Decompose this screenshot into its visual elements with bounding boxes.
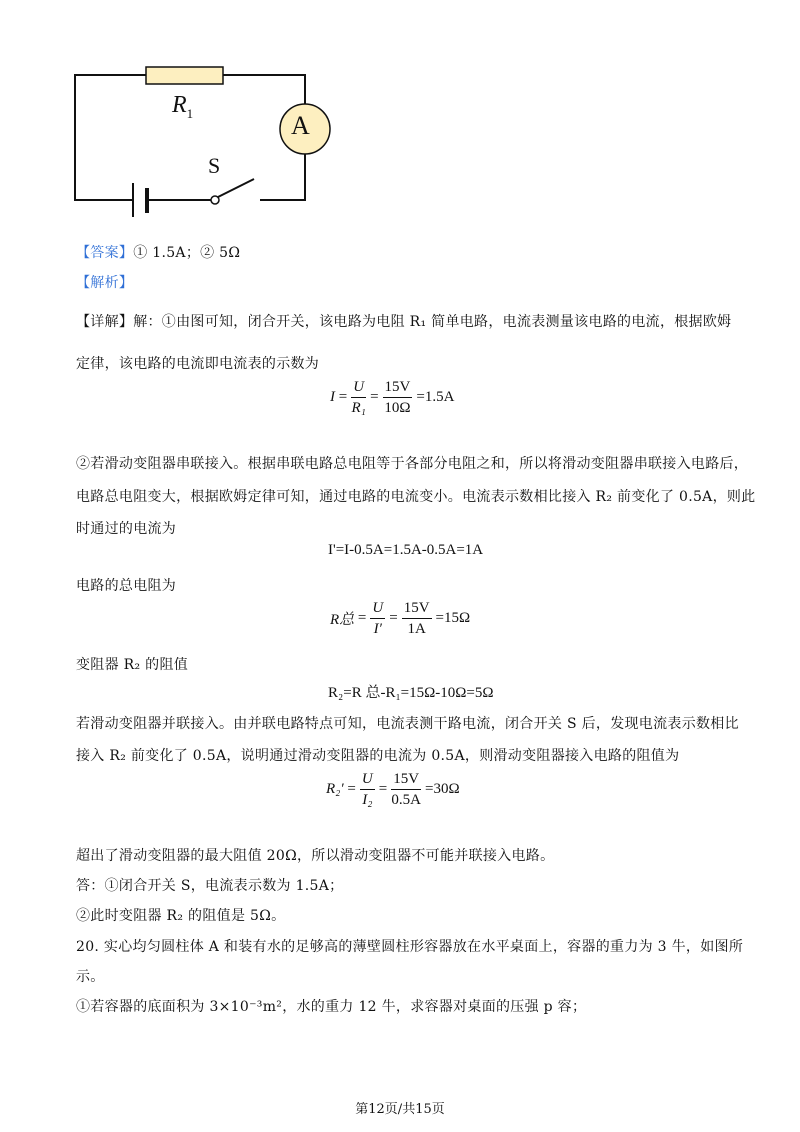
detail-text-1: 解：①由图可知，闭合开关，该电路为电阻 R₁ 简单电路，电流表测量该电路的电流，根据欧姆 [133, 314, 732, 330]
question-20-line-1: 20. 实心均匀圆柱体 A 和装有水的足够高的薄壁圆柱形容器放在水平桌面上，容器的重力为 3 牛，如图所 [76, 939, 744, 955]
eq5-lhs: R₂′ [326, 781, 344, 797]
eq5-fraction-1: $\frac{U}{\text{I₂}}$ [361, 771, 373, 808]
detail-line-2: 定律，该电路的电流即电流表的示数为 [76, 356, 320, 372]
page-number: 第12页/共15页 [355, 1102, 445, 1117]
circuit-wire-top-right [223, 75, 305, 107]
detail-p2-line-2: 电路总电阻变大，根据欧姆定律可知，通过电路的电流变小。电流表示数相比接入 R₂ 前变化了 0.5A，则此 [76, 489, 756, 505]
detail-p2-line-3: 时通过的电流为 [76, 521, 177, 537]
eq1-fraction-1: $\frac{U}{\text{R₁}}$ [351, 379, 366, 416]
switch-lever [218, 179, 254, 197]
eq1-result: =1.5A [416, 389, 455, 405]
switch-pivot [211, 196, 219, 204]
ammeter-label: A [291, 111, 310, 140]
equation-4: R₂=R 总-R₁=15Ω-10Ω=5Ω [328, 685, 494, 701]
detail-line-1 [76, 311, 731, 331]
analysis-tag: 【解析】 [76, 275, 134, 291]
equation-3: R总 = $\frac{U}{I'}$ = $\frac{15V}{1A}$ =15Ω [330, 600, 471, 637]
resistor-r1-label: $R_1$ [172, 92, 194, 121]
eq5-result: =30Ω [425, 781, 460, 797]
equation-2: I'=I-0.5A=1.5A-0.5A=1A [328, 542, 484, 558]
eq5-fraction-2: $\frac{15V}{0.5A}$ [391, 771, 421, 808]
answer-text: ① 1.5A；② 5Ω [133, 245, 241, 261]
circuit-wire-right-bottom [260, 151, 305, 200]
answer-summary-line-2: ②此时变阻器 R₂ 的阻值是 5Ω。 [76, 908, 286, 924]
eq3-fraction-2: $\frac{15V}{1A}$ [403, 600, 430, 637]
detail-p3-line-2: 接入 R₂ 前变化了 0.5A，说明通过滑动变阻器的电流为 0.5A，则滑动变阻器接入电路的阻值为 [76, 748, 680, 764]
eq1-fraction-2: $\frac{15V}{10\Omega}$ [384, 379, 411, 416]
eq3-result: =15Ω [435, 610, 471, 626]
total-resistance-label: 电路的总电阻为 [76, 578, 177, 594]
equation-5: R₂′ = $\frac{U}{\text{I₂}}$ = $\frac{15V}{0.5A}$ =30Ω [326, 771, 460, 808]
detail-p2-line-1: ②若滑动变阻器串联接入。根据串联电路总电阻等于各部分电阻之和，所以将滑动变阻器串联接入电路后， [76, 456, 749, 472]
detail-p4-line-1: 超出了滑动变阻器的最大阻值 20Ω，所以滑动变阻器不可能并联接入电路。 [76, 848, 555, 864]
answer-line [76, 242, 240, 262]
equation-1: I = $\frac{U}{\text{R₁}}$ = $\frac{15V}{10\Omega}$ =1.5A [330, 379, 455, 416]
question-20-line-3: ①若容器的底面积为 3×10⁻³m²，水的重力 12 牛，求容器对桌面的压强 p 容； [76, 999, 587, 1015]
eq1-lhs: I [330, 389, 335, 405]
detail-p3-line-1: 若滑动变阻器并联接入。由并联电路特点可知，电流表测干路电流，闭合开关 S 后，发现电流表示数相比 [76, 716, 739, 732]
resistor-r1 [146, 67, 223, 84]
r2-value-label: 变阻器 R₂ 的阻值 [76, 657, 189, 673]
detail-tag: 【详解】 [76, 314, 134, 330]
answer-tag: 【答案】 [76, 245, 134, 261]
eq3-fraction-1: $\frac{U}{I'}$ [372, 600, 384, 637]
question-20-line-2: 示。 [76, 969, 105, 985]
eq3-lhs: R总 [330, 612, 355, 628]
switch-label: S [208, 153, 221, 178]
circuit-wire-top-left [75, 75, 146, 200]
answer-summary-line-1: 答：①闭合开关 S，电流表示数为 1.5A； [76, 878, 344, 894]
